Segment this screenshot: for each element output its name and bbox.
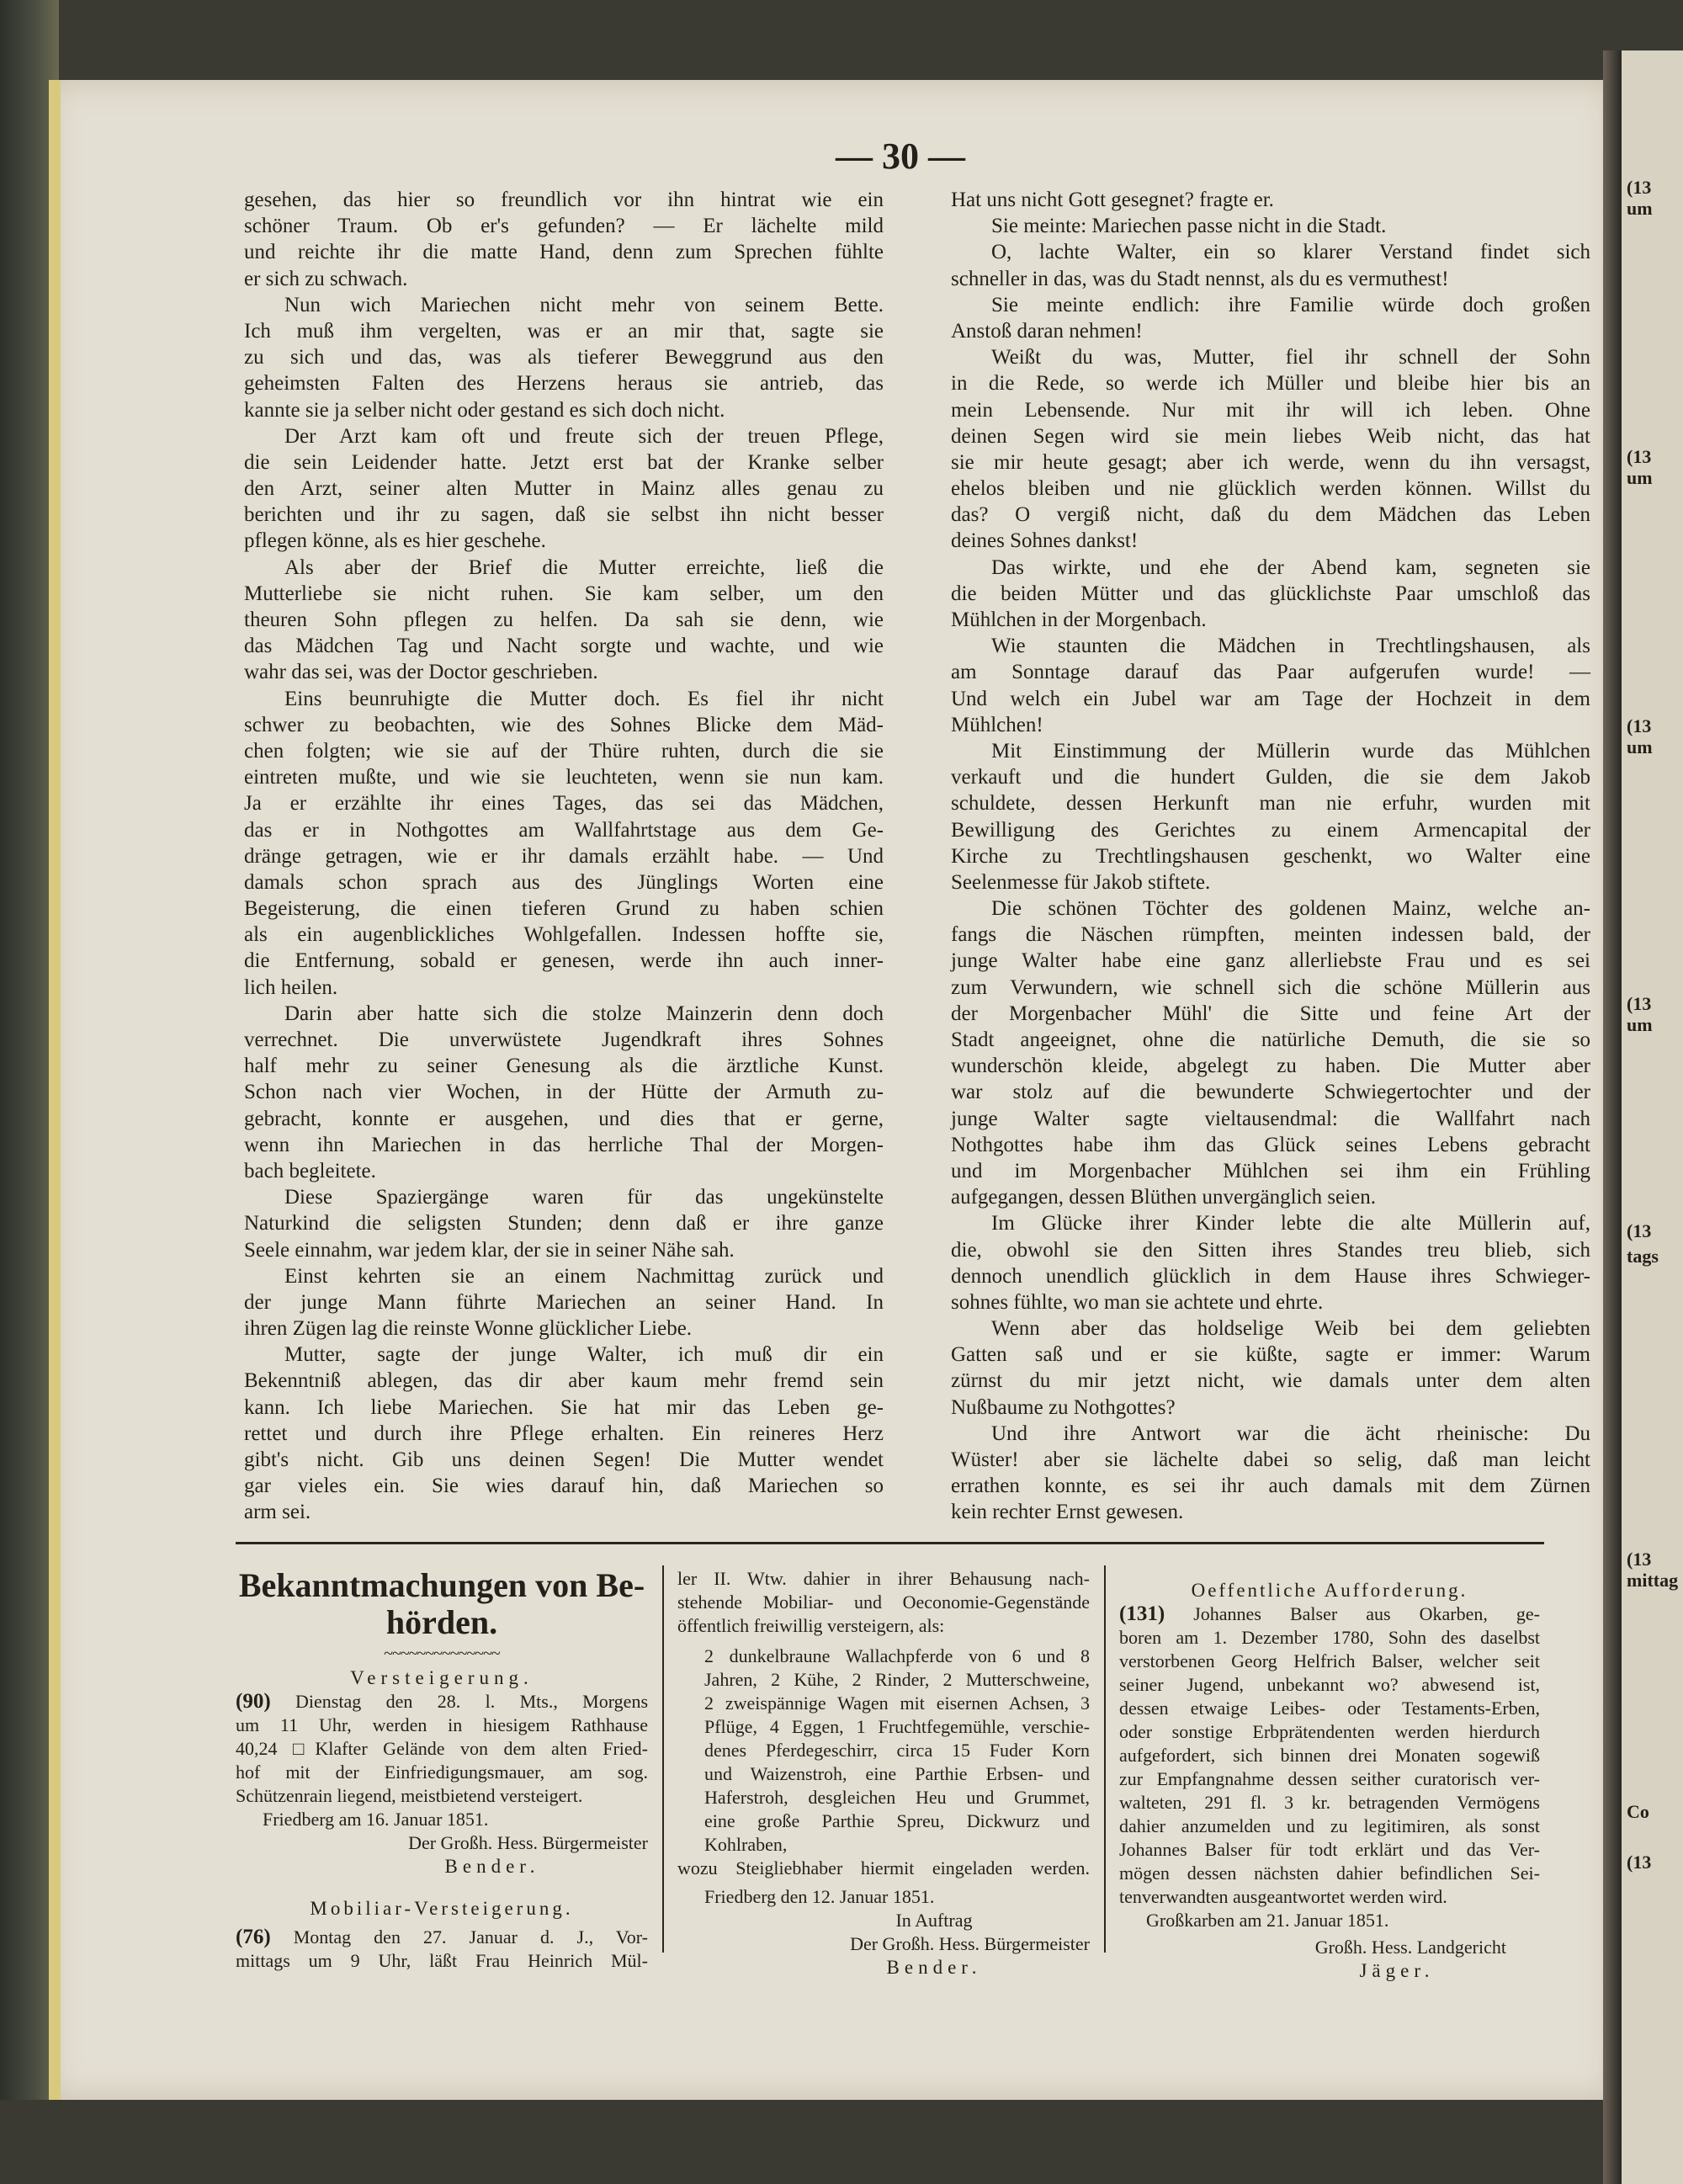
text-line: der junge Mann führte Mariechen an seiner Hand. In — [244, 1290, 884, 1314]
scan-border-bottom — [0, 2100, 1603, 2184]
text-line: ehelos bleiben und nie glücklich werden können. Willst du — [951, 477, 1590, 501]
text-line: arm sei. — [244, 1501, 311, 1524]
notice-line: aufgefordert, sich binnen drei Monaten sogewiß — [1119, 1745, 1540, 1766]
text-line: Hat uns nicht Gott gesegnet? fragte er. — [951, 189, 1274, 211]
text-line: Kirche zu Trechtlingshausen geschenkt, wo Walter eine — [951, 844, 1590, 868]
text-line: kannte sie ja selber nicht oder gestand es sich doch nicht. — [244, 398, 725, 422]
story-column-right — [951, 187, 1590, 1526]
text-line: die beiden Mütter und das glücklichste Paar umschloß das — [951, 582, 1590, 605]
text-line: Der Arzt kam oft und freute sich der treuen Pflege, — [284, 424, 884, 448]
notice-line: zur Empfangnahme dessen seither curatorisch ver- — [1119, 1768, 1540, 1789]
text-line: das? O vergiß nicht, daß du dem Mädchen das Leben — [951, 503, 1590, 527]
notice-line: Pflüge, 4 Eggen, 1 Fruchtfegemühle, verschie- — [704, 1716, 1090, 1737]
text-line: eintreten mußte, und wie sie leuchteten, wenn sie nun kam. — [244, 766, 884, 789]
text-line: das Mädchen Tag und Nacht sorgte und wachte, und wie — [244, 635, 884, 658]
notice-line: und Waizenstroh, eine Parthie Erbsen- und — [704, 1763, 1090, 1784]
story-column-left — [244, 187, 884, 1526]
notice-number: (76) — [236, 1926, 271, 1948]
text-line: bach begleitete. — [244, 1159, 376, 1182]
text-line: wahr das sei, was der Doctor geschrieben. — [244, 661, 598, 684]
text-line: deines Sohnes dankst! — [951, 529, 1139, 553]
text-line: das er in Nothgottes am Wallfahrtstage aus dem Ge- — [244, 818, 884, 842]
text-line: Mutterliebe sie nicht ruhen. Sie kam selber, um den — [244, 582, 884, 605]
notice-text: Montag den 27. Januar d. J., Vor- — [293, 1926, 648, 1948]
text-line: Und ihre Antwort war die ächt rheinische: Du — [991, 1421, 1590, 1445]
notice-title: Mobiliar-Versteigerung. — [310, 1898, 574, 1919]
text-line: sie mir heute gesagt; aber ich werde, wenn du ihn versagst, — [951, 450, 1590, 474]
notice-line: tenverwandten ausgeantwortet werden wird. — [1119, 1886, 1447, 1907]
text-line: wenn ihn Mariechen in das herrliche Thal der Morgen- — [244, 1133, 884, 1156]
text-line: Anstoß daran nehmen! — [951, 319, 1143, 343]
text-line: berichten und ihr zu sagen, daß sie selbst ihn nicht besser — [244, 503, 884, 527]
notice-number: (90) — [236, 1690, 271, 1713]
text-line: als ein augenblickliches Wohlgefallen. Indessen hoffte sie, — [244, 923, 884, 947]
text-line: verrechnet. Die unverwüstete Jugendkraft ihres Sohnes — [244, 1028, 884, 1051]
notice-line: mögen dessen nächsten dahier befindlichen Sei- — [1119, 1863, 1540, 1884]
text-line: schwer zu beobachten, wie des Sohnes Blicke dem Mäd- — [244, 713, 884, 736]
signer-name: Bender. — [886, 1957, 982, 1978]
text-line: in die Rede, so werde ich Müller und bleibe hier bis an — [951, 372, 1590, 396]
text-line: der Morgenbacher Mühl' die Sitte und feine Art der — [951, 1002, 1590, 1025]
text-line: Gatten saß und er sie küßte, sagte er immer: Warum — [951, 1343, 1590, 1367]
text-line: Diese Spaziergänge waren für das ungekünstelte — [284, 1186, 884, 1209]
text-line: mein Lebensende. Nur mit ihr will ich leben. Ohne — [951, 398, 1590, 422]
place-date: Großkarben am 21. Januar 1851. — [1146, 1910, 1389, 1931]
text-line: aufgegangen, dessen Blüthen unvergänglich seien. — [951, 1186, 1376, 1209]
text-line: Ja er erzählte ihr eines Tages, das sei das Mädchen, — [244, 792, 884, 816]
place-date: Friedberg den 12. Januar 1851. — [704, 1886, 935, 1907]
text-line: deinen Segen wird sie mein liebes Weib nicht, das hat — [951, 424, 1590, 448]
page-edge — [49, 80, 61, 2100]
text-line: die, obwohl sie den Sitten ihres Standes treu blieb, sich — [951, 1238, 1590, 1262]
text-line: kann. Ich liebe Mariechen. Sie hat mir das Leben ge- — [244, 1395, 884, 1419]
text-line: zum Verwundern, wie schnell sich die schöne Müllerin aus — [951, 975, 1590, 999]
adjacent-page-fragment: (13 — [1627, 715, 1652, 736]
text-line: zu sich und das, was als tieferer Beweggrund aus den — [244, 346, 884, 369]
adjacent-page-fragment: mittag — [1627, 1570, 1679, 1591]
text-line: Darin aber hatte sich die stolze Mainzerin denn doch — [284, 1002, 884, 1025]
text-line: schneller in das, was du Stadt nennst, als du es vermuthest! — [951, 267, 1449, 290]
notice-line: öffentlich freiwillig versteigern, als: — [677, 1615, 945, 1636]
signer-title: Der Großh. Hess. Bürgermeister — [850, 1933, 1090, 1954]
adjacent-page-strip — [1622, 50, 1683, 2184]
text-line: Im Glücke ihrer Kinder lebte die alte Müllerin auf, — [991, 1212, 1590, 1235]
section-divider — [236, 1542, 1544, 1544]
notice-line: Johannes Balser für todt erklärt und das Ver- — [1119, 1839, 1540, 1860]
text-line: dennoch unendlich glücklich in dem Hause ihres Schwieger- — [951, 1264, 1590, 1288]
notice-line: um 11 Uhr, werden in hiesigem Rathhause — [236, 1714, 648, 1735]
text-line: verkauft und die hundert Gulden, die sie dem Jakob — [951, 766, 1590, 789]
notice-line: Haferstroh, desgleichen Heu und Grummet, — [704, 1787, 1090, 1808]
text-line: Bekenntniß ablegen, das dir aber kaum mehr fremd sein — [244, 1369, 884, 1393]
text-line: die sein Leidender hatte. Jetzt erst bat der Kranke selber — [244, 450, 884, 474]
text-line: Wie staunten die Mädchen in Trechtlingshausen, als — [991, 635, 1590, 658]
text-line: Nothgottes habe ihm das Glück seines Lebens gebracht — [951, 1133, 1590, 1156]
notice-line: mittags um 9 Uhr, läßt Frau Heinrich Mül- — [236, 1950, 648, 1971]
text-line: sohnes fühlte, wo man sie achtete und ehrte. — [951, 1290, 1324, 1314]
notice-line: seiner Jugend, unbekannt wo? abwesend ist, — [1119, 1674, 1540, 1695]
adjacent-page-fragment: (13 — [1627, 993, 1652, 1014]
text-line: junge Walter habe eine ganz allerliebste Frau und es sei — [951, 949, 1590, 973]
text-line: chen folgten; wie sie auf der Thüre ruhten, durch die sie — [244, 739, 884, 763]
text-line: half mehr zu seiner Genesung als die ärztliche Kunst. — [244, 1055, 884, 1078]
announcements-column-b — [677, 1567, 1090, 1979]
text-line: fangs die Näschen rümpften, meinten indessen bald, der — [951, 923, 1590, 947]
text-line: lich heilen. — [244, 975, 338, 999]
notice-line: denes Pferdegeschirr, circa 15 Fuder Korn — [704, 1740, 1090, 1761]
adjacent-page-fragment: um — [1627, 736, 1653, 757]
adjacent-page-fragment: um — [1627, 1014, 1653, 1035]
section-title-cont: hörden. — [385, 1603, 498, 1641]
text-line: Begeisterung, die einen tieferen Grund zu haben schien — [244, 897, 884, 921]
text-line: und reichte ihr die matte Hand, denn zum Sprechen fühlte — [244, 241, 884, 264]
text-line: O, lachte Walter, ein so klarer Verstand findet sich — [991, 241, 1590, 264]
notice-line: 2 dunkelbraune Wallachpferde von 6 und 8 — [704, 1645, 1090, 1666]
text-line: Wenn aber das holdselige Weib bei dem geliebten — [991, 1317, 1590, 1341]
text-line: damals schon sprach aus des Jünglings Worten eine — [244, 870, 884, 894]
text-line: pflegen könne, als es hier geschehe. — [244, 529, 546, 553]
text-line: errathen konnte, es sei ihr auch damals mit dem Zürnen — [951, 1475, 1590, 1498]
text-line: dränge getragen, wie er ihr damals erzählt habe. — Und — [244, 844, 884, 868]
section-title: Bekanntmachungen von Be- — [238, 1566, 645, 1604]
notice-line: Kohlraben, — [704, 1834, 788, 1855]
text-line: am Sonntage darauf das Paar aufgerufen wurde! — — [951, 661, 1590, 684]
text-line: Sie meinte: Mariechen passe nicht in die Stadt. — [991, 215, 1387, 238]
text-line: Eins beunruhigte die Mutter doch. Es fiel ihr nicht — [284, 687, 884, 710]
notice-line: walteten, 291 fl. 3 kr. betragenden Vermögens — [1119, 1792, 1540, 1813]
notice-title: Versteigerung. — [350, 1667, 534, 1688]
text-line: Seelenmesse für Jakob stiftete. — [951, 870, 1211, 894]
text-line: Nußbaume zu Nothgottes? — [951, 1395, 1176, 1419]
notice-line: oder sonstige Erbprätendenten werden hierdurch — [1119, 1721, 1540, 1742]
column-rule — [662, 1565, 664, 1953]
adjacent-page-fragment: um — [1627, 198, 1653, 219]
text-line: den Arzt, seiner alten Mutter in Mainz alles genau zu — [244, 477, 884, 501]
signer-name: Jäger. — [1359, 1960, 1435, 1981]
notice-text: wozu Steigliebhaber hiermit eingeladen werden. — [677, 1857, 1090, 1878]
text-line: Sie meinte endlich: ihre Familie würde doch großen — [991, 293, 1590, 316]
notice-text: Johannes Balser aus Okarben, ge- — [1193, 1603, 1541, 1624]
signer-name: Bender. — [444, 1856, 540, 1877]
text-line: Das wirkte, und ehe der Abend kam, segneten sie — [991, 555, 1590, 579]
text-line: gebracht, konnte er ausgehen, und dies that er gerne, — [244, 1107, 884, 1130]
adjacent-page-fragment: (13 — [1627, 1220, 1652, 1241]
text-line: Weißt du was, Mutter, fiel ihr schnell der Sohn — [991, 346, 1590, 369]
text-line: theuren Sohn pflegen zu helfen. Da sah sie denn, wie — [244, 608, 884, 631]
book-spine — [1603, 50, 1622, 2184]
text-line: er sich zu schwach. — [244, 267, 408, 290]
text-line: ihren Zügen lag die reinste Wonne glücklicher Liebe. — [244, 1317, 693, 1341]
notice-line: hof mit der Einfriedigungsmauer, am sog. — [236, 1762, 648, 1783]
text-line: geheimsten Falten des Herzens heraus sie antrieb, das — [244, 372, 884, 396]
notice-line: 40,24 □Klafter Gelände von dem alten Fried- — [236, 1738, 648, 1759]
text-line: Mit Einstimmung der Müllerin wurde das Mühlchen — [991, 739, 1590, 763]
notice-line: dessen etwaige Leibes- oder Testaments-Erben, — [1119, 1698, 1540, 1719]
text-line: Stadt angeeignet, ohne die natürliche Demuth, die sie so — [951, 1028, 1590, 1051]
notice-line: boren am 1. Dezember 1780, Sohn des daselbst — [1119, 1627, 1540, 1648]
text-line: gibt's nicht. Gib uns deinen Segen! Die Mutter wendet — [244, 1448, 884, 1471]
text-line: Als aber der Brief die Mutter erreichte, ließ die — [284, 555, 884, 579]
text-line: war stolz auf die bewunderte Schwiegertochter und der — [951, 1081, 1590, 1104]
text-line: schuldete, dessen Herkunft man nie erfuhr, wurden mit — [951, 792, 1590, 816]
text-line: Naturkind die seligsten Stunden; denn daß er ihre ganze — [244, 1212, 884, 1235]
announcements-column-a — [236, 1567, 648, 1973]
notice-line: stehende Mobiliar- und Oeconomie-Gegenstände — [677, 1592, 1090, 1613]
text-line: Mühlchen in der Morgenbach. — [951, 608, 1207, 631]
notice-line: Schützenrain liegend, meistbietend versteigert. — [236, 1785, 583, 1806]
text-line: und im Morgenbacher Mühlchen sei ihm ein Frühling — [951, 1159, 1590, 1182]
text-line: junge Walter sagte vieltausendmal: die Wallfahrt nach — [951, 1107, 1590, 1130]
text-line: Wüster! aber sie lächelte dabei so selig, daß man leicht — [951, 1448, 1590, 1471]
text-line: Schon nach vier Wochen, in der Hütte der Armuth zu- — [244, 1081, 884, 1104]
ornament-rule: ~~~~~~~~~~~~~~ — [384, 1645, 500, 1663]
notice-title: Oeffentliche Aufforderung. — [1191, 1580, 1468, 1601]
text-line: gesehen, das hier so freundlich vor ihn hintrat wie ein — [244, 189, 884, 211]
text-line: Ich muß ihm vergelten, was er an mir that, sagte sie — [244, 319, 884, 343]
text-line: rettet und durch ihre Pflege erhalten. Ein reineres Herz — [244, 1421, 884, 1445]
text-line: Einst kehrten sie an einem Nachmittag zurück und — [284, 1264, 884, 1288]
column-rule — [1104, 1565, 1106, 1953]
text-line: gar vieles ein. Sie wies darauf hin, daß Mariechen so — [244, 1475, 884, 1498]
notice-line: Jahren, 2 Kühe, 2 Rinder, 2 Mutterschweine, — [704, 1669, 1090, 1690]
signer-title: Großh. Hess. Landgericht — [1314, 1937, 1506, 1958]
text-line: Die schönen Töchter des goldenen Mainz, welche an- — [991, 897, 1590, 921]
page-number: — 30 — — [836, 136, 965, 177]
adjacent-page-fragment: (13 — [1627, 1549, 1652, 1570]
on-behalf: In Auftrag — [895, 1910, 973, 1931]
text-line: schöner Traum. Ob er's gefunden? — Er lächelte mild — [244, 215, 884, 238]
text-line: Seele einnahm, war jedem klar, der sie in seiner Nähe sah. — [244, 1238, 735, 1262]
text-line: zürnst du mir jetzt nicht, wie damals unter dem alten — [951, 1369, 1590, 1393]
adjacent-page-fragment: (13 — [1627, 446, 1652, 467]
text-line: Bewilligung des Gerichtes zu einem Armencapital der — [951, 818, 1590, 842]
announcements-column-c — [1119, 1567, 1540, 1983]
adjacent-page-fragment: (13 — [1627, 177, 1652, 198]
notice-line: dahier anzumelden und zu legitimiren, als sonst — [1119, 1815, 1540, 1836]
notice-line: 2 zweispännige Wagen mit eisernen Achsen, 3 — [704, 1692, 1090, 1714]
text-line: Mutter, sagte der junge Walter, ich muß dir ein — [284, 1343, 884, 1367]
notice-line: ler II. Wtw. dahier in ihrer Behausung nach- — [677, 1568, 1090, 1589]
notice-number: (131) — [1119, 1602, 1165, 1625]
text-line: Und welch ein Jubel war am Tage der Hochzeit in dem — [951, 687, 1590, 710]
adjacent-page-fragment: Co — [1627, 1801, 1649, 1822]
text-line: kein rechter Ernst gewesen. — [951, 1501, 1184, 1524]
signer-title: Der Großh. Hess. Bürgermeister — [408, 1832, 648, 1853]
adjacent-page-fragment: (13 — [1627, 1852, 1652, 1873]
text-line: wunderschön kleide, abgelegt zu haben. Die Mutter aber — [951, 1055, 1590, 1078]
text-line: Nun wich Mariechen nicht mehr von seinem Bette. — [284, 293, 884, 316]
text-line: die Entfernung, sobald er genesen, werde ihn auch inner- — [244, 949, 884, 973]
place-date: Friedberg am 16. Januar 1851. — [263, 1809, 489, 1830]
adjacent-page-fragment: um — [1627, 467, 1653, 488]
text-line: Mühlchen! — [951, 713, 1043, 736]
notice-text: Dienstag den 28. l. Mts., Morgens — [295, 1691, 648, 1712]
notice-line: eine große Parthie Spreu, Dickwurz und — [704, 1810, 1090, 1831]
adjacent-page-fragment: tags — [1627, 1246, 1659, 1267]
notice-line: verstorbenen Georg Helfrich Balser, welcher seit — [1119, 1650, 1540, 1671]
